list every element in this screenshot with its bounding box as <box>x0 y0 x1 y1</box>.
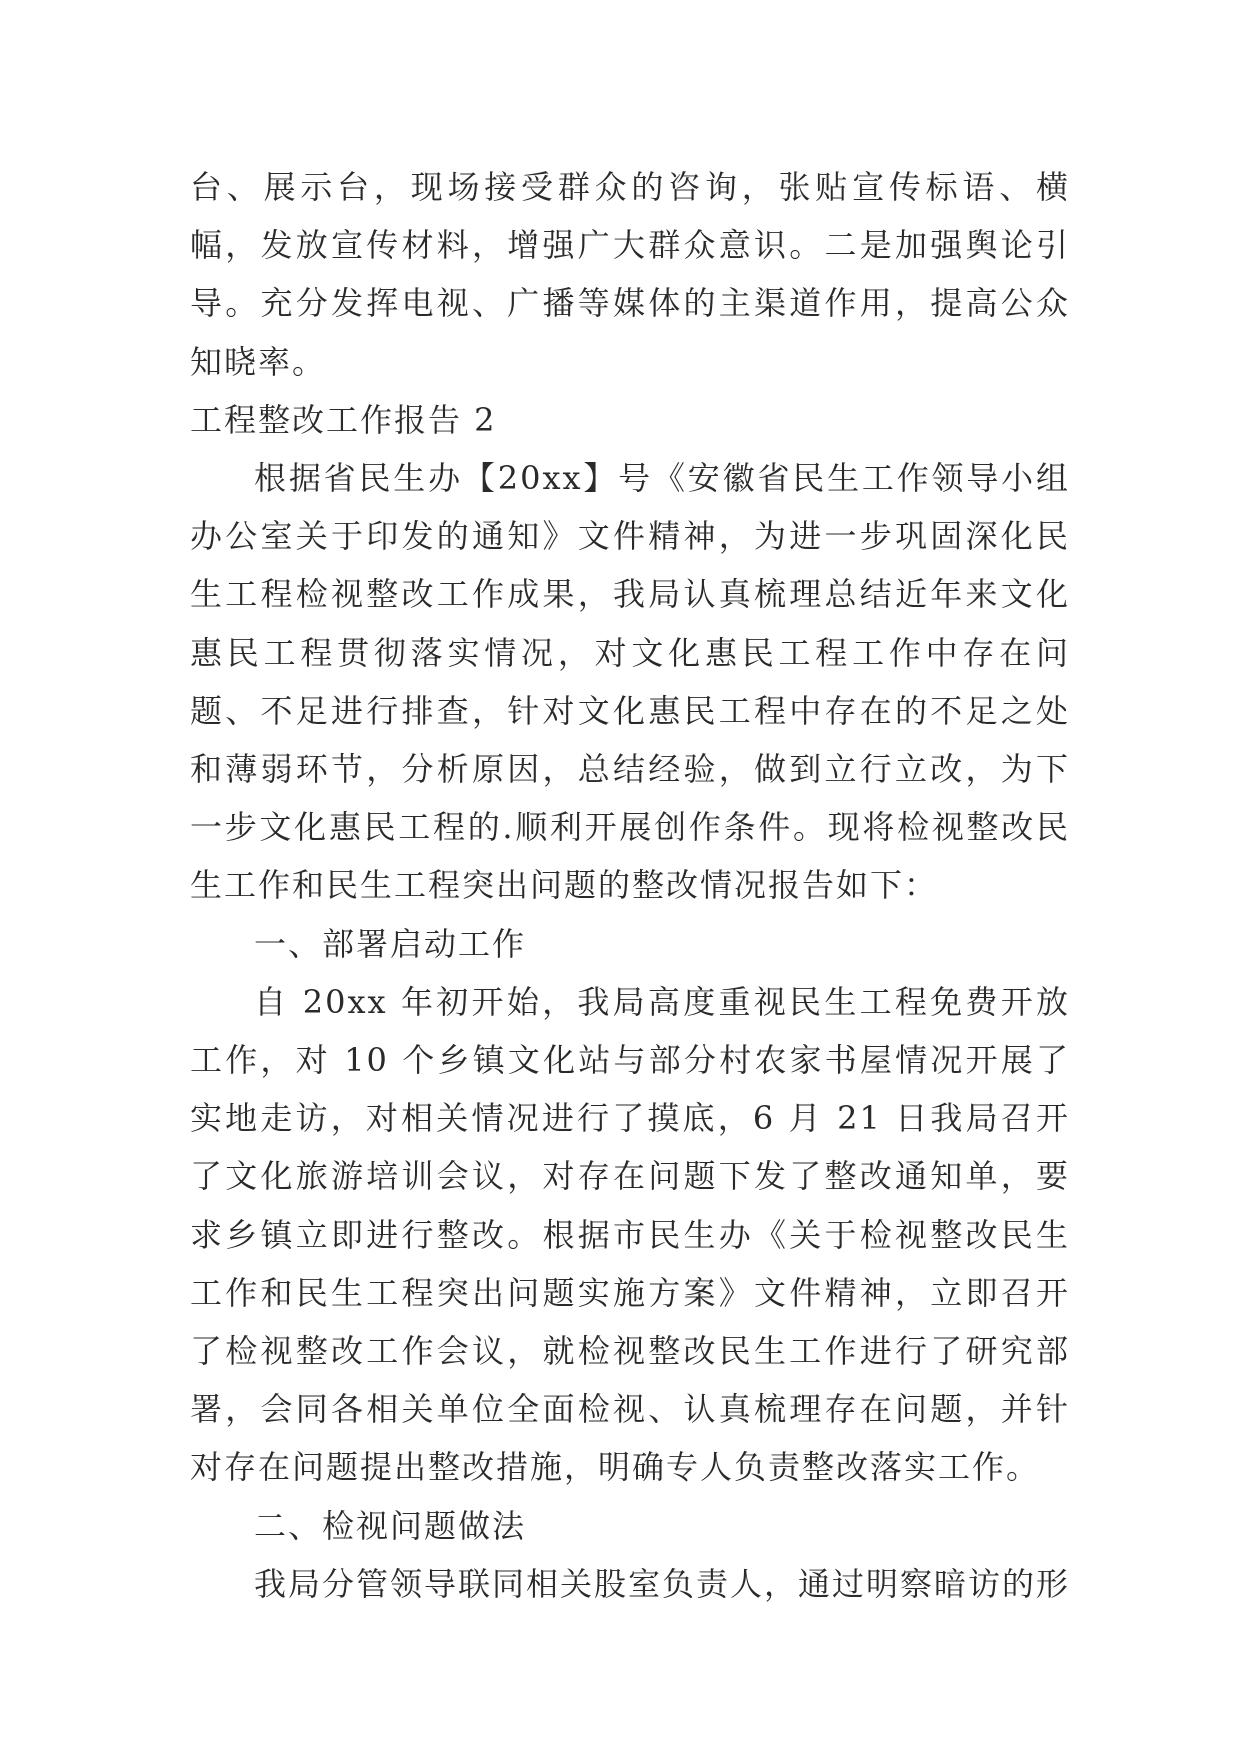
paragraph-intro: 根据省民生办【20xx】号《安徽省民生工作领导小组办公室关于印发的通知》文件精神，为进一步巩固深化民生工程检视整改工作成果，我局认真梳理总结近年来文化惠民工程贯彻落实情况，对文化惠民工程工作中存在问题、不足进行排查，针对文化惠民工程中存在的不足之处和薄弱环节，分析原因，总结经验，做到立行立改，为下一步文化惠民工程的.顺利开展创作条件。现将检视整改民生工作和民生工程突出问题的整改情况报告如下： <box>190 459 1070 905</box>
heading-deployment: 一、部署启动工作 <box>254 924 527 963</box>
paragraph-deployment: 自 20xx 年初开始，我局高度重视民生工程免费开放工作，对 10 个乡镇文化站与部分村农家书屋情况开展了实地走访，对相关情况进行了摸底，6 月 21 日我局召开了文化旅游培训会议，对存在问题下发了整改通知单，要求乡镇立即进行整改。根据市民生办《关于检视整改民生工作和民生工程突出问题实施方案》文件精神，立即召开了检视整改工作会议，就检视整改民生工作进行了研究部署，会同各相关单位全面检视、认真梳理存在问题，并针对存在问题提出整改措施，明确专人负责整改落实工作。 <box>190 982 1070 1487</box>
paragraph-inspection: 我局分管领导联同相关股室负责人，通过明察暗访的形 <box>254 1564 1071 1603</box>
paragraph-continuation: 台、展示台，现场接受群众的咨询，张贴宣传标语、横幅，发放宣传材料，增强广大群众意识。二是加强舆论引导。充分发挥电视、广播等媒体的主渠道作用，提高公众知晓率。 <box>190 168 1070 381</box>
heading-inspection: 二、检视问题做法 <box>254 1506 527 1545</box>
document-body <box>190 158 1070 1613</box>
section-title: 工程整改工作报告 2 <box>190 400 497 439</box>
